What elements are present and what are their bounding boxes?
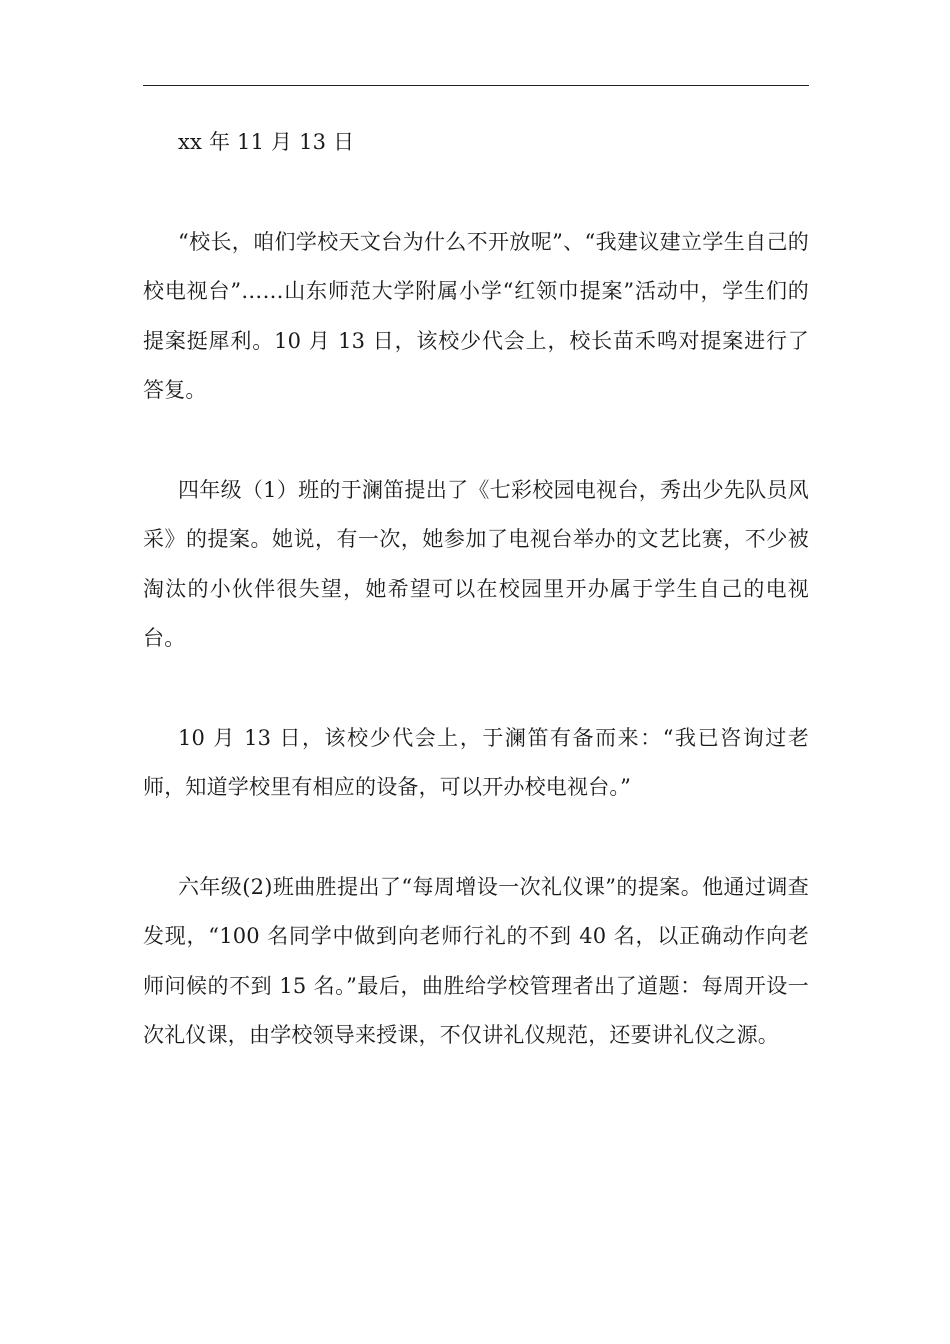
paragraph-2: 四年级（1）班的于澜笛提出了《七彩校园电视台，秀出少先队员风采》的提案。她说，有一次，她参加了电视台举办的文艺比赛，不少被淘汰的小伙伴很失望，她希望可以在校园里开办属于学生自己的电视台。	[143, 477, 809, 650]
document-date: xx 年 11 月 13 日	[178, 130, 355, 154]
paragraph-1: “校长，咱们学校天文台为什么不开放呢”、“我建议建立学生自己的校电视台”……山东师范大学附属小学“红领巾提案”活动中，学生们的提案挺犀利。10 月 13 日，该校少代会上，校长苗禾鸣对提案进行了答复。	[143, 229, 809, 402]
document-body	[143, 118, 809, 1061]
paragraph-3: 10 月 13 日，该校少代会上，于澜笛有备而来：“我已咨询过老师，知道学校里有相应的设备，可以开办校电视台。”	[143, 725, 809, 799]
header-rule	[143, 85, 809, 86]
paragraph-4: 六年级(2)班曲胜提出了“每周增设一次礼仪课”的提案。他通过调查发现，“100 名同学中做到向老师行礼的不到 40 名，以正确动作向老师问候的不到 15 名。”最后，曲胜给学校管理者出了道题：每周开设一次礼仪课，由学校领导来授课，不仅讲礼仪规范，还要讲礼仪之源。	[143, 874, 809, 1047]
